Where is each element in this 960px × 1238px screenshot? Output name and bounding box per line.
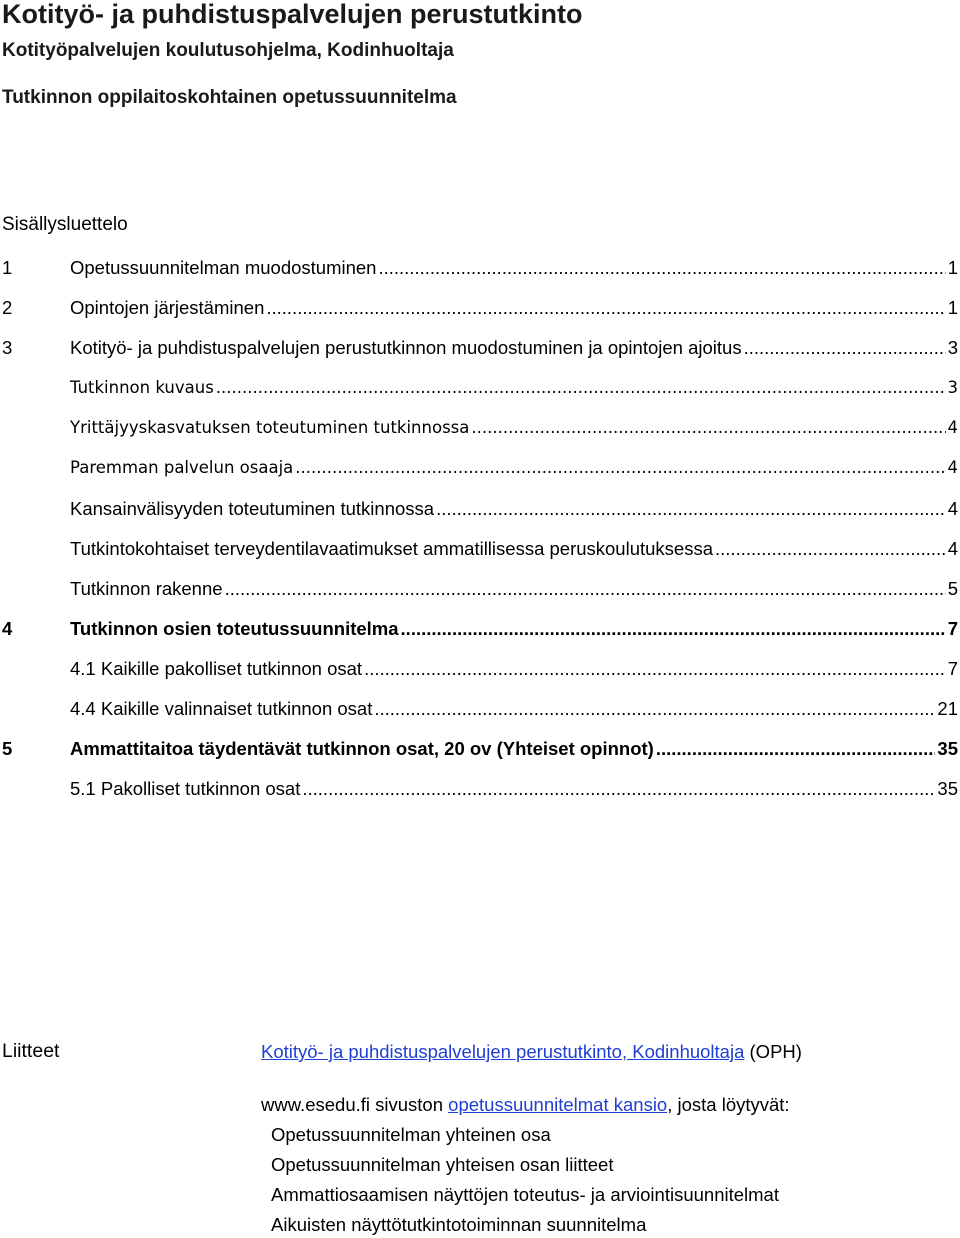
toc-entry-title: Ammattitaitoa täydentävät tutkinnon osat, 20 ov (Yhteiset opinnot) bbox=[70, 738, 654, 759]
toc-entry[interactable] bbox=[0, 738, 958, 764]
oph-suffix: (OPH) bbox=[744, 1041, 802, 1062]
toc-entry-page: 35 bbox=[937, 738, 958, 759]
toc-entry[interactable] bbox=[0, 337, 958, 363]
toc-heading: Sisällysluettelo bbox=[2, 214, 128, 235]
toc-entry-page: 7 bbox=[947, 618, 958, 639]
toc-entry-title: Opintojen järjestäminen bbox=[70, 297, 265, 318]
toc-entry[interactable] bbox=[0, 418, 958, 444]
document-subtitle-program: Kotityöpalvelujen koulutusohjelma, Kodinhuoltaja bbox=[2, 40, 454, 61]
esedu-suffix: , josta löytyvät: bbox=[667, 1094, 790, 1115]
toc-entry[interactable] bbox=[0, 538, 958, 564]
toc-leader-dots bbox=[216, 378, 946, 397]
toc-leader-dots bbox=[378, 257, 945, 279]
oph-curriculum-link[interactable]: Kotityö- ja puhdistuspalvelujen perustutkinto, Kodinhuoltaja bbox=[261, 1041, 745, 1062]
curriculum-folder-link[interactable]: opetussuunnitelmat kansio bbox=[448, 1094, 668, 1115]
toc-entry[interactable] bbox=[0, 498, 958, 524]
toc-entry[interactable] bbox=[0, 458, 958, 484]
toc-entry-page: 4 bbox=[947, 458, 958, 477]
toc-entry-page: 1 bbox=[947, 297, 958, 318]
toc-leader-dots bbox=[302, 778, 935, 800]
attachment-item: Opetussuunnitelman yhteinen osa bbox=[271, 1124, 551, 1145]
toc-entry[interactable] bbox=[0, 257, 958, 283]
toc-entry-title: Kotityö- ja puhdistuspalvelujen perustutkinnon muodostuminen ja opintojen ajoitus bbox=[70, 337, 742, 358]
toc-entry-page: 3 bbox=[947, 337, 958, 358]
document-subtitle-curriculum: Tutkinnon oppilaitoskohtainen opetussuunnitelma bbox=[2, 87, 457, 108]
toc-entry-number: 5 bbox=[2, 738, 13, 759]
toc-leader-dots bbox=[374, 698, 935, 720]
toc-entry-page: 5 bbox=[947, 578, 958, 599]
toc-entry-page: 1 bbox=[947, 257, 958, 278]
toc-entry-number: 1 bbox=[2, 257, 13, 278]
attachment-oph-line bbox=[261, 1041, 802, 1063]
attachment-item: Aikuisten näyttötutkintotoiminnan suunnitelma bbox=[271, 1214, 647, 1235]
attachment-item: Ammattiosaamisen näyttöjen toteutus- ja arviointisuunnitelmat bbox=[271, 1184, 779, 1205]
toc-entry-title: Kansainvälisyyden toteutuminen tutkinnossa bbox=[70, 498, 435, 519]
toc-entry-title: Tutkintokohtaiset terveydentilavaatimukset ammatillisessa peruskoulutuksessa bbox=[70, 538, 714, 559]
toc-entry[interactable] bbox=[0, 618, 958, 644]
toc-entry-number: 4 bbox=[2, 618, 13, 639]
toc-leader-dots bbox=[436, 498, 946, 520]
toc-leader-dots bbox=[266, 297, 945, 319]
toc-entry-title: Paremman palvelun osaaja bbox=[70, 458, 294, 477]
toc-entry-title: Tutkinnon osien toteutussuunnitelma bbox=[70, 618, 399, 639]
document-title: Kotityö- ja puhdistuspalvelujen perustutkinto bbox=[2, 0, 583, 29]
toc-entry-title: Tutkinnon rakenne bbox=[70, 578, 223, 599]
toc-entry-page: 7 bbox=[947, 658, 958, 679]
attachments-label: Liitteet bbox=[2, 1040, 60, 1062]
toc-entry[interactable] bbox=[0, 578, 958, 604]
toc-leader-dots bbox=[715, 538, 946, 560]
toc-entry[interactable] bbox=[0, 378, 958, 404]
toc-entry-page: 21 bbox=[937, 698, 958, 719]
toc-entry-title: 4.1 Kaikille pakolliset tutkinnon osat bbox=[70, 658, 363, 679]
toc-entry-page: 4 bbox=[947, 538, 958, 559]
toc-leader-dots bbox=[225, 578, 946, 600]
toc-entry-page: 3 bbox=[947, 378, 958, 397]
toc-leader-dots bbox=[295, 458, 945, 477]
toc-entry-page: 4 bbox=[947, 418, 958, 437]
toc-entry[interactable] bbox=[0, 297, 958, 323]
toc-leader-dots bbox=[364, 658, 946, 680]
toc-entry-number: 2 bbox=[2, 297, 13, 318]
toc-entry-title: 5.1 Pakolliset tutkinnon osat bbox=[70, 778, 301, 799]
toc-leader-dots bbox=[744, 337, 946, 359]
toc-entry-title: Tutkinnon kuvaus bbox=[70, 378, 214, 397]
toc-entry[interactable] bbox=[0, 658, 958, 684]
toc-entry-title: Opetussuunnitelman muodostuminen bbox=[70, 257, 377, 278]
toc-entry-page: 35 bbox=[937, 778, 958, 799]
attachment-item: Opetussuunnitelman yhteisen osan liitteet bbox=[271, 1154, 614, 1175]
toc-leader-dots bbox=[656, 738, 936, 760]
toc-entry-number: 3 bbox=[2, 337, 13, 358]
toc-entry-page: 4 bbox=[947, 498, 958, 519]
toc-entry[interactable] bbox=[0, 778, 958, 804]
toc-entry[interactable] bbox=[0, 698, 958, 724]
toc-leader-dots bbox=[401, 618, 946, 640]
esedu-prefix: www.esedu.fi sivuston bbox=[261, 1094, 449, 1115]
attachment-esedu-line bbox=[261, 1094, 790, 1116]
toc-leader-dots bbox=[471, 418, 945, 437]
toc-entry-title: Yrittäjyyskasvatuksen toteutuminen tutkinnossa bbox=[70, 418, 470, 437]
toc-entry-title: 4.4 Kaikille valinnaiset tutkinnon osat bbox=[70, 698, 373, 719]
